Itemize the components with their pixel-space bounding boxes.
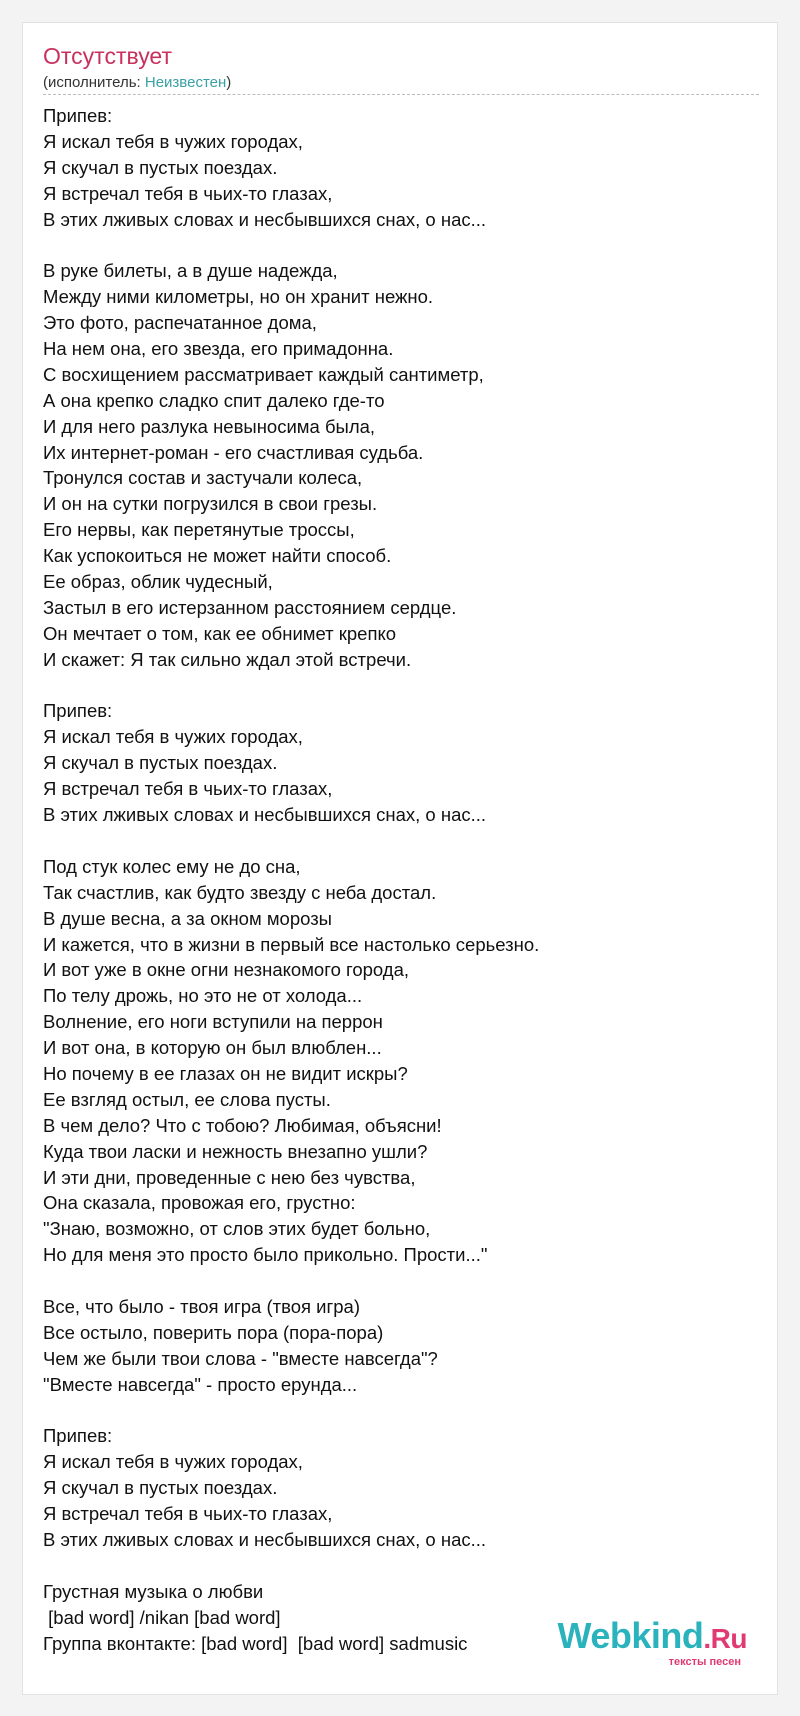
song-title: Отсутствует [43,43,172,69]
title-divider [43,94,759,95]
logo-tld: .Ru [703,1623,747,1654]
lyric-line: На нем она, его звезда, его примадонна. [43,338,394,360]
lyric-line: И кажется, что в жизни в первый все настолько серьезно. [43,933,540,955]
lyric-line: Я встречал тебя в чьих-то глазах, [43,1503,333,1525]
lyric-line: Она сказала, провожая его, грустно: [43,1192,356,1214]
lyric-line: И вот она, в которую он был влюблен... [43,1037,382,1059]
lyric-line: И эти дни, проведенные с нею без чувства, [43,1166,416,1188]
lyric-line: Припев: [43,700,113,722]
lyric-line: Я искал тебя в чужих городах, [43,726,303,748]
site-logo[interactable] [558,1617,747,1668]
lyric-line: Его нервы, как перетянутые троссы, [43,519,355,541]
lyric-line: Я встречал тебя в чьих-то глазах, [43,778,333,800]
logo-brand: Webkind [557,1615,704,1656]
lyric-line: Ее образ, облик чудесный, [43,571,273,593]
lyric-line: С восхищением рассматривает каждый сантиметр, [43,363,484,385]
lyric-line: В этих лживых словах и несбывшихся снах, о нас... [43,804,487,826]
lyric-line: [bad word] /nikan [bad word] [43,1606,281,1628]
lyric-line: В руке билеты, а в душе надежда, [43,260,338,282]
logo-wordmark [558,1617,747,1658]
lyric-line: Это фото, распечатанное дома, [43,312,317,334]
lyric-line: Припев: [43,105,113,126]
artist-line [43,73,231,93]
lyric-line: В этих лживых словах и несбывшихся снах, о нас... [43,1528,487,1550]
lyric-line: Все, что было - твоя игра (твоя игра) [43,1295,360,1317]
lyric-line: Я искал тебя в чужих городах, [43,130,303,152]
lyric-line: Тронулся состав и застучали колеса, [43,467,363,489]
lyric-line: "Знаю, возможно, от слов этих будет больно, [43,1218,431,1240]
lyric-line: Я скучал в пустых поездах. [43,752,278,774]
lyric-line: Группа вконтакте: [bad word] [bad word] sadmusic [43,1632,468,1654]
stanza-break [43,828,759,854]
lyric-line: И для него разлука невыносима была, [43,415,376,437]
lyric-line: Ее взгляд остыл, ее слова пусты. [43,1088,331,1110]
lyric-line: Чем же были твои слова - "вместе навсегда"? [43,1347,438,1369]
lyric-line: Так счастлив, как будто звезду с неба достал. [43,881,437,903]
lyric-line: Их интернет-роман - его счастливая судьба. [43,441,424,463]
lyric-line: И он на сутки погрузился в свои грезы. [43,493,378,515]
artist-suffix: ) [226,74,232,91]
lyric-line: Я скучал в пустых поездах. [43,1477,278,1499]
lyric-line: Под стук колес ему не до сна, [43,855,301,877]
stanza-break [43,232,759,258]
lyric-line: Я скучал в пустых поездах. [43,156,278,178]
lyric-line: Он мечтает о том, как ее обнимет крепко [43,622,397,644]
lyric-line: Застыл в его истерзанном расстоянием сердце. [43,596,457,618]
lyrics-text [43,103,759,1656]
stanza-break [43,1553,759,1579]
lyric-line: Но почему в ее глазах он не видит искры? [43,1062,408,1084]
lyric-line: Между ними километры, но он хранит нежно. [43,286,434,308]
lyric-line: Как успокоиться не может найти способ. [43,545,392,567]
lyric-line: Я встречал тебя в чьих-то глазах, [43,182,333,204]
lyric-line: В этих лживых словах и несбывшихся снах, о нас... [43,208,487,230]
logo-tagline: тексты песен [668,1656,741,1668]
artist-link[interactable]: Неизвестен [144,74,227,91]
lyric-line: Но для меня это просто было прикольно. Прости..." [43,1244,488,1266]
stanza-break [43,1398,759,1424]
lyric-line: А она крепко сладко спит далеко где-то [43,389,385,411]
lyric-line: В душе весна, а за окном морозы [43,907,332,929]
lyric-line: По телу дрожь, но это не от холода... [43,985,363,1007]
stanza-break [43,1268,759,1294]
lyric-line: Волнение, его ноги вступили на перрон [43,1011,383,1033]
lyric-line: Грустная музыка о любви [43,1580,264,1602]
lyrics-card [22,22,778,1695]
lyric-line: "Вместе навсегда" - просто ерунда... [43,1373,358,1395]
artist-prefix: (исполнитель: [43,74,145,91]
lyric-line: И скажет: Я так сильно ждал этой встречи. [43,648,412,670]
lyric-line: Все остыло, поверить пора (пора-пора) [43,1321,384,1343]
lyric-line: И вот уже в окне огни незнакомого города, [43,959,410,981]
stanza-break [43,673,759,699]
lyric-line: В чем дело? Что с тобою? Любимая, объясни! [43,1114,442,1136]
lyric-line: Я искал тебя в чужих городах, [43,1451,303,1473]
lyric-line: Припев: [43,1425,113,1447]
lyric-line: Куда твои ласки и нежность внезапно ушли? [43,1140,428,1162]
